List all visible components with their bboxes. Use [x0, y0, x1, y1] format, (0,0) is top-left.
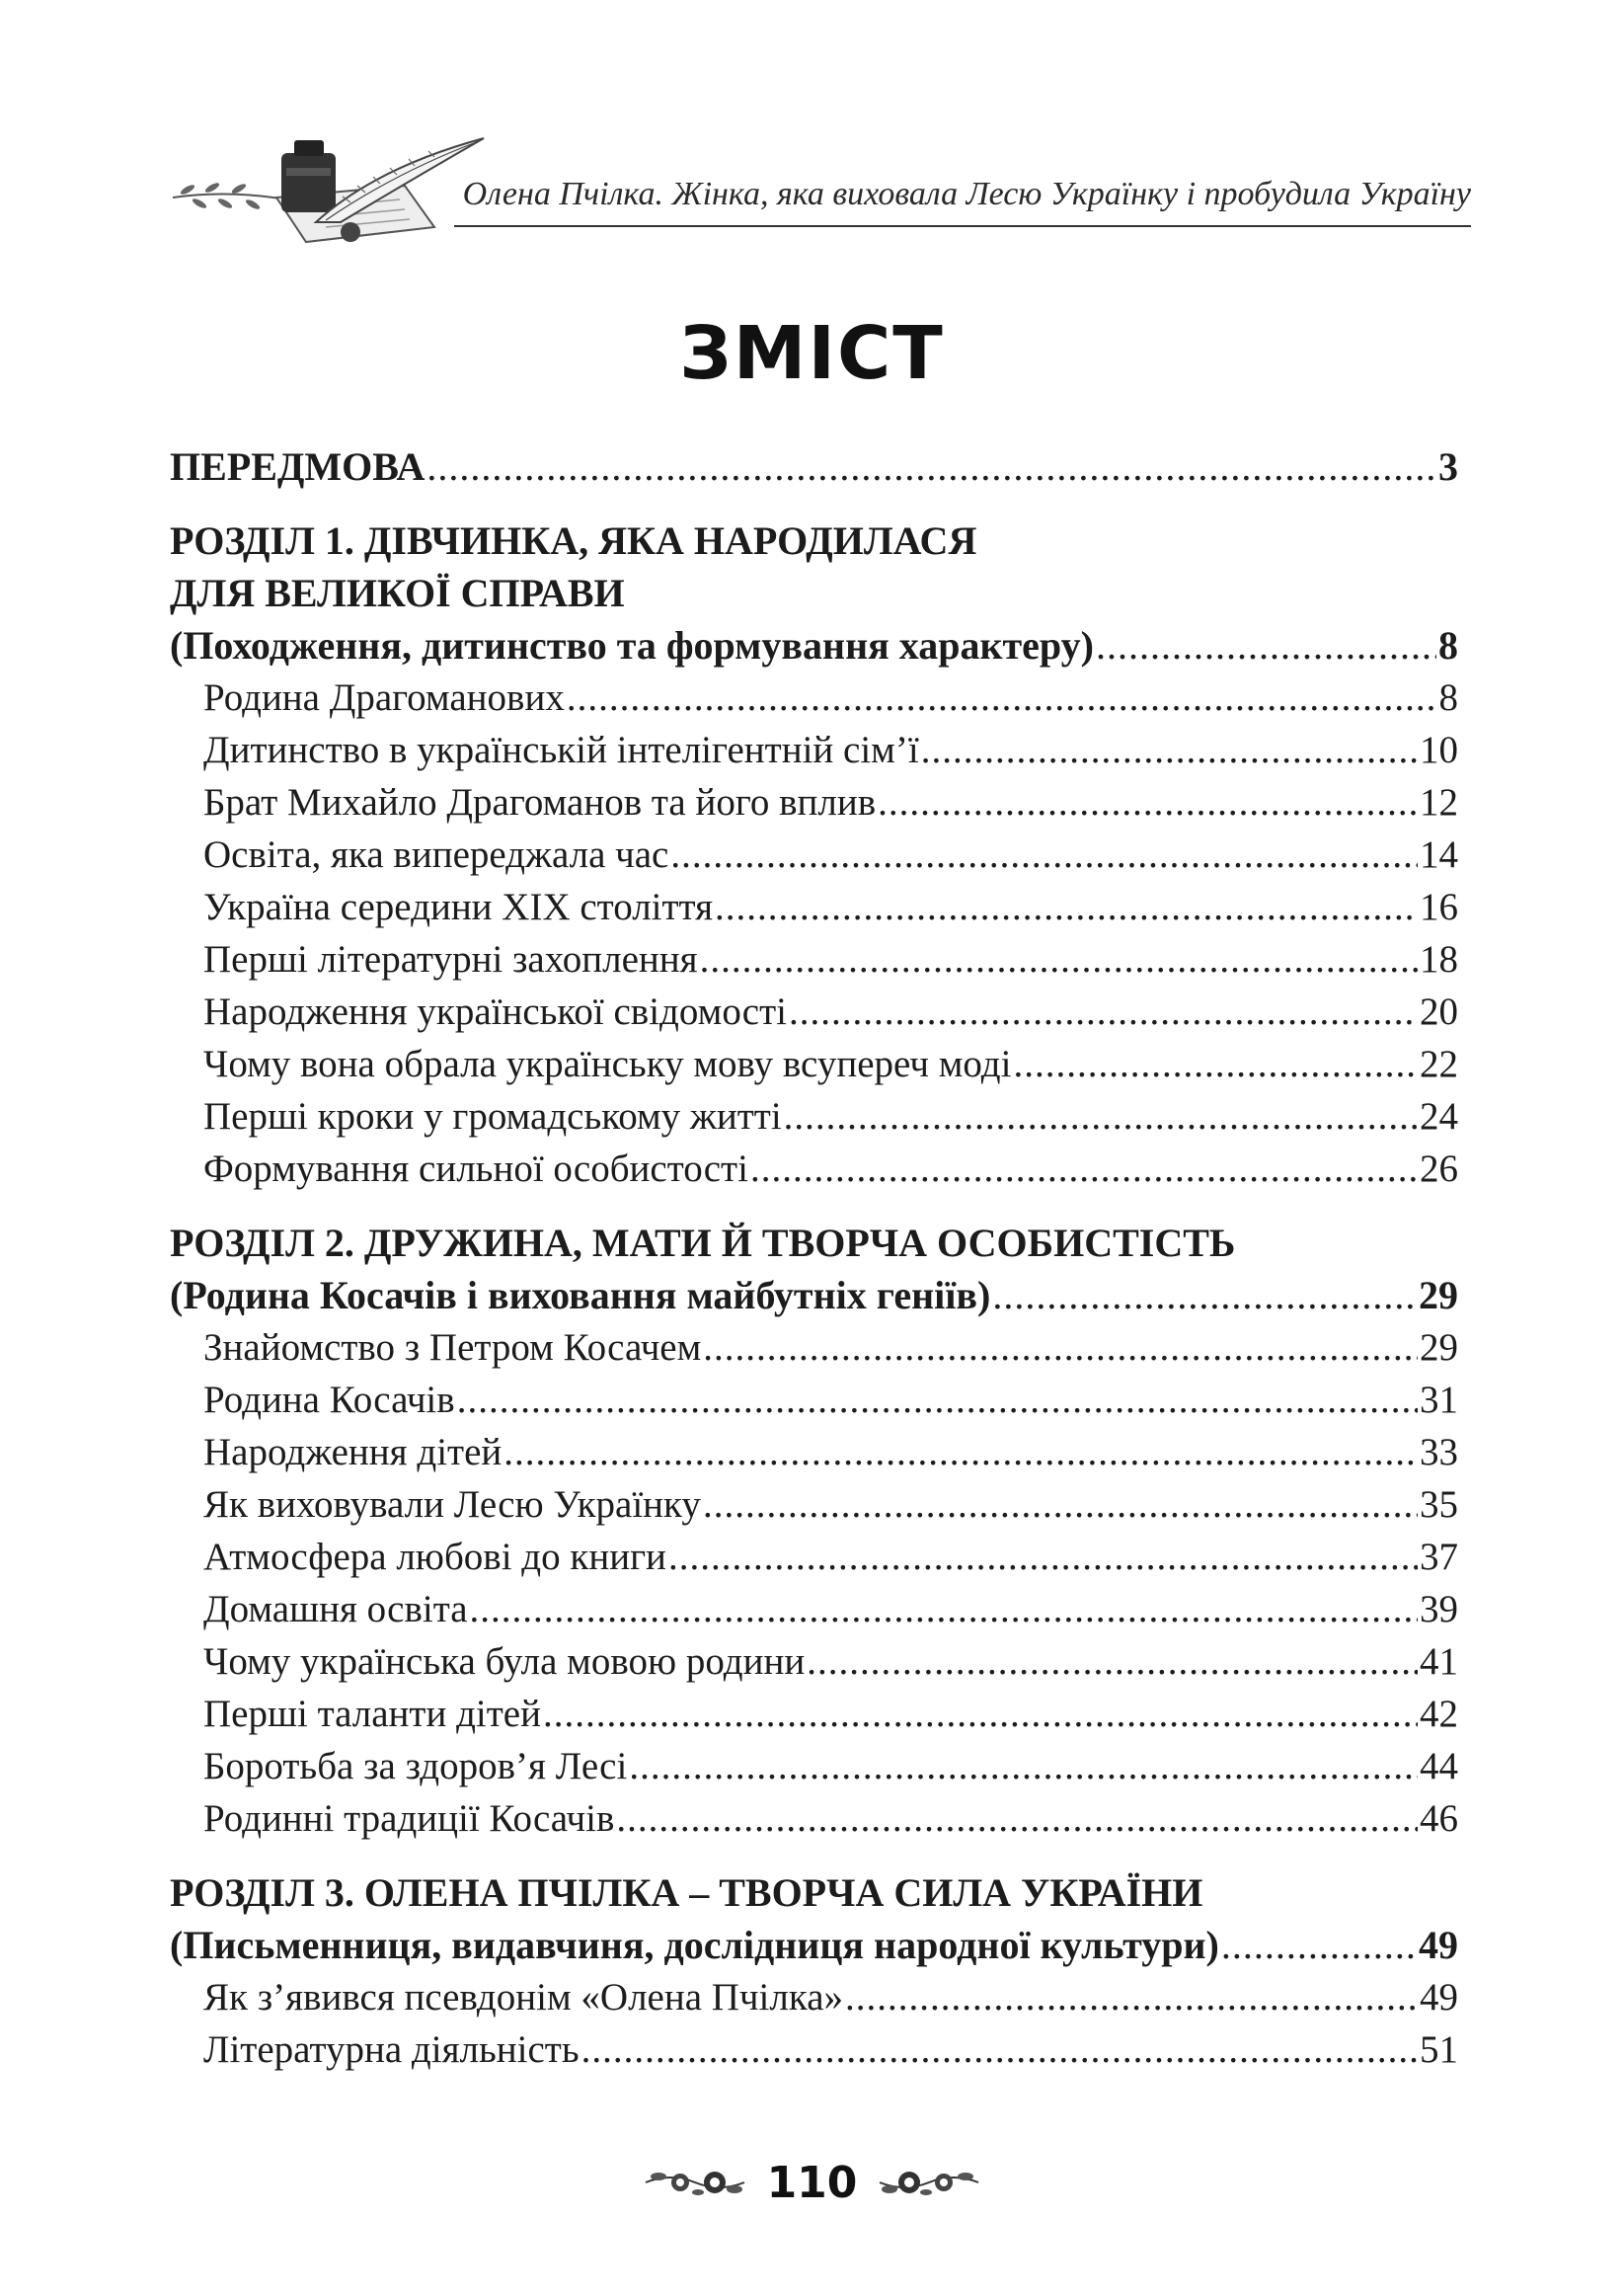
toc-section-heading-line	[170, 567, 1458, 619]
dot-leader	[503, 1426, 1418, 1478]
toc-entry-title: Брат Михайло Драгоманов та його вплив	[203, 781, 877, 824]
toc-section-title: (Письменниця, видавчиня, дослідниця народної культури)	[170, 1923, 1219, 1967]
toc-entry[interactable]	[170, 1688, 1458, 1740]
toc-page-number: 29	[1420, 1326, 1458, 1369]
toc-entry[interactable]	[170, 1038, 1458, 1090]
toc-entry[interactable]	[170, 1583, 1458, 1635]
toc-section-entry[interactable]	[170, 440, 1458, 493]
page-footer	[0, 2153, 1624, 2212]
toc-entry[interactable]	[170, 1971, 1458, 2023]
dot-leader	[1096, 619, 1436, 672]
toc-page-number: 29	[1419, 1273, 1458, 1317]
dot-leader	[543, 1688, 1418, 1740]
toc-page-number: 31	[1420, 1379, 1458, 1421]
toc-page-number: 8	[1438, 623, 1458, 668]
toc-entry[interactable]	[170, 1374, 1458, 1426]
toc-entry[interactable]	[170, 776, 1458, 829]
toc-section	[170, 440, 1458, 493]
toc-page-number: 3	[1438, 444, 1458, 489]
toc-section-heading-line	[170, 515, 1458, 567]
toc-page-number: 44	[1420, 1745, 1458, 1787]
toc-page-number: 10	[1420, 729, 1458, 771]
toc-section-entry[interactable]	[170, 1919, 1458, 1971]
toc-section-heading-line	[170, 1866, 1458, 1919]
toc-entry-title: Освіта, яка випереджала час	[203, 833, 669, 876]
dot-leader	[703, 1321, 1418, 1374]
toc-page-number: 20	[1420, 990, 1458, 1033]
dot-leader	[921, 724, 1418, 776]
toc-entry[interactable]	[170, 2023, 1458, 2076]
toc-entry-title: Україна середини XIX століття	[203, 886, 714, 928]
toc-entry-title: Народження української свідомості	[203, 990, 787, 1033]
toc-page-number: 37	[1420, 1536, 1458, 1578]
toc-page-number: 49	[1419, 1923, 1458, 1967]
toc-entry[interactable]	[170, 933, 1458, 986]
toc-entry-title: Народження дітей	[203, 1431, 503, 1473]
toc-page-number: 24	[1420, 1095, 1458, 1138]
dot-leader	[703, 1478, 1418, 1531]
toc-entry-title: Перші таланти дітей	[203, 1693, 541, 1735]
toc-entry[interactable]	[170, 881, 1458, 933]
toc-entry-title: Родина Драгоманових	[203, 676, 565, 719]
toc-page-number: 51	[1420, 2028, 1458, 2071]
toc-entry-title: Боротьба за здоров’я Лесі	[203, 1745, 628, 1787]
toc-entry-title: Літературна діяльність	[203, 2028, 580, 2071]
inkwell-quill-icon	[168, 128, 494, 257]
toc-section-entry[interactable]	[170, 1269, 1458, 1321]
toc-section-title: ДЛЯ ВЕЛИКОЇ СПРАВИ	[170, 571, 625, 615]
toc-entry-title: Атмосфера любові до книги	[203, 1536, 666, 1578]
dot-leader	[616, 1792, 1418, 1845]
dot-leader	[700, 933, 1418, 986]
toc-entry[interactable]	[170, 1635, 1458, 1688]
toc-entry[interactable]	[170, 1090, 1458, 1143]
toc-entry[interactable]	[170, 1792, 1458, 1845]
toc-page-number: 14	[1420, 833, 1458, 876]
dot-leader	[629, 1740, 1418, 1792]
toc-section	[170, 1217, 1458, 1845]
dot-leader	[789, 986, 1418, 1038]
toc-entry[interactable]	[170, 829, 1458, 881]
toc-entry-title: Дитинство в українській інтелігентній сім’ї	[203, 729, 919, 771]
toc-entry-title: Перші кроки у громадському житті	[203, 1095, 782, 1138]
toc-section-title: РОЗДІЛ 1. ДІВЧИНКА, ЯКА НАРОДИЛАСЯ	[170, 518, 977, 563]
toc-entry[interactable]	[170, 724, 1458, 776]
toc-section-title: РОЗДІЛ 2. ДРУЖИНА, МАТИ Й ТВОРЧА ОСОБИСТІСТЬ	[170, 1221, 1236, 1265]
dot-leader	[807, 1635, 1418, 1688]
dot-leader	[845, 1971, 1418, 2023]
dot-leader	[1013, 1038, 1418, 1090]
floral-ornament-icon	[875, 2163, 983, 2202]
dot-leader	[750, 1143, 1418, 1195]
dot-leader	[668, 1531, 1418, 1583]
toc-entry-title: Перші літературні захоплення	[203, 938, 698, 981]
toc-entry-title: Родинні традиції Косачів	[203, 1797, 615, 1840]
toc-page-number: 26	[1420, 1148, 1458, 1190]
toc-entry[interactable]	[170, 1321, 1458, 1374]
toc-section	[170, 1866, 1458, 2076]
toc-page-number: 22	[1420, 1043, 1458, 1085]
toc-entry-title: Формування сильної особистості	[203, 1148, 748, 1190]
running-header	[158, 128, 1471, 257]
toc-entry[interactable]	[170, 672, 1458, 724]
dot-leader	[426, 440, 1436, 493]
toc-section-title: (Родина Косачів і виховання майбутніх геніїв)	[170, 1273, 991, 1317]
toc-page-number: 33	[1420, 1431, 1458, 1473]
toc-section-entry[interactable]	[170, 619, 1458, 672]
dot-leader	[470, 1583, 1418, 1635]
toc-entry[interactable]	[170, 1478, 1458, 1531]
page-title: ЗМІСТ	[679, 311, 945, 396]
dot-leader	[715, 881, 1418, 933]
toc-section-title: ПЕРЕДМОВА	[170, 444, 425, 489]
header-rule	[454, 225, 1471, 227]
toc-page-number: 35	[1420, 1483, 1458, 1526]
toc-section-title: РОЗДІЛ 3. ОЛЕНА ПЧІЛКА – ТВОРЧА СИЛА УКРАЇНИ	[170, 1870, 1203, 1915]
dot-leader	[992, 1269, 1417, 1321]
toc-section	[170, 515, 1458, 1195]
toc-section-heading-line	[170, 1217, 1458, 1269]
dot-leader	[878, 776, 1418, 829]
toc-section-title: (Походження, дитинство та формування характеру)	[170, 623, 1094, 668]
toc-page-number: 12	[1420, 781, 1458, 824]
toc-entry[interactable]	[170, 1143, 1458, 1195]
toc-page-number: 41	[1420, 1640, 1458, 1683]
dot-leader	[567, 672, 1437, 724]
table-of-contents	[170, 440, 1458, 2098]
toc-entry-title: Чому українська була мовою родини	[203, 1640, 806, 1683]
toc-entry-title: Домашня освіта	[203, 1588, 468, 1630]
toc-entry[interactable]	[170, 986, 1458, 1038]
toc-entry[interactable]	[170, 1740, 1458, 1792]
toc-entry[interactable]	[170, 1426, 1458, 1478]
dot-leader	[1221, 1919, 1417, 1971]
toc-entry-title: Знайомство з Петром Косачем	[203, 1326, 702, 1369]
dot-leader	[457, 1374, 1418, 1426]
dot-leader	[581, 2023, 1418, 2076]
toc-entry-title: Як виховували Лесю Українку	[203, 1483, 701, 1526]
toc-entry[interactable]	[170, 1531, 1458, 1583]
toc-entry-title: Як з’явився псевдонім «Олена Пчілка»	[203, 1976, 844, 2019]
toc-page-number: 18	[1420, 938, 1458, 981]
toc-page-number: 42	[1420, 1693, 1458, 1735]
toc-page-number: 46	[1420, 1797, 1458, 1840]
toc-page-number: 16	[1420, 886, 1458, 928]
floral-ornament-icon	[641, 2163, 749, 2202]
toc-page-number: 49	[1420, 1976, 1458, 2019]
dot-leader	[670, 829, 1418, 881]
toc-page-number: 39	[1420, 1588, 1458, 1630]
toc-entry-title: Родина Косачів	[203, 1379, 455, 1421]
toc-page-number: 8	[1438, 676, 1458, 719]
toc-entry-title: Чому вона обрала українську мову всупереч моді	[203, 1043, 1012, 1085]
running-header-title: Олена Пчілка. Жінка, яка виховала Лесю Українку і пробудила Україну	[462, 176, 1471, 212]
dot-leader	[784, 1090, 1418, 1143]
page-number: 110	[766, 2157, 858, 2208]
